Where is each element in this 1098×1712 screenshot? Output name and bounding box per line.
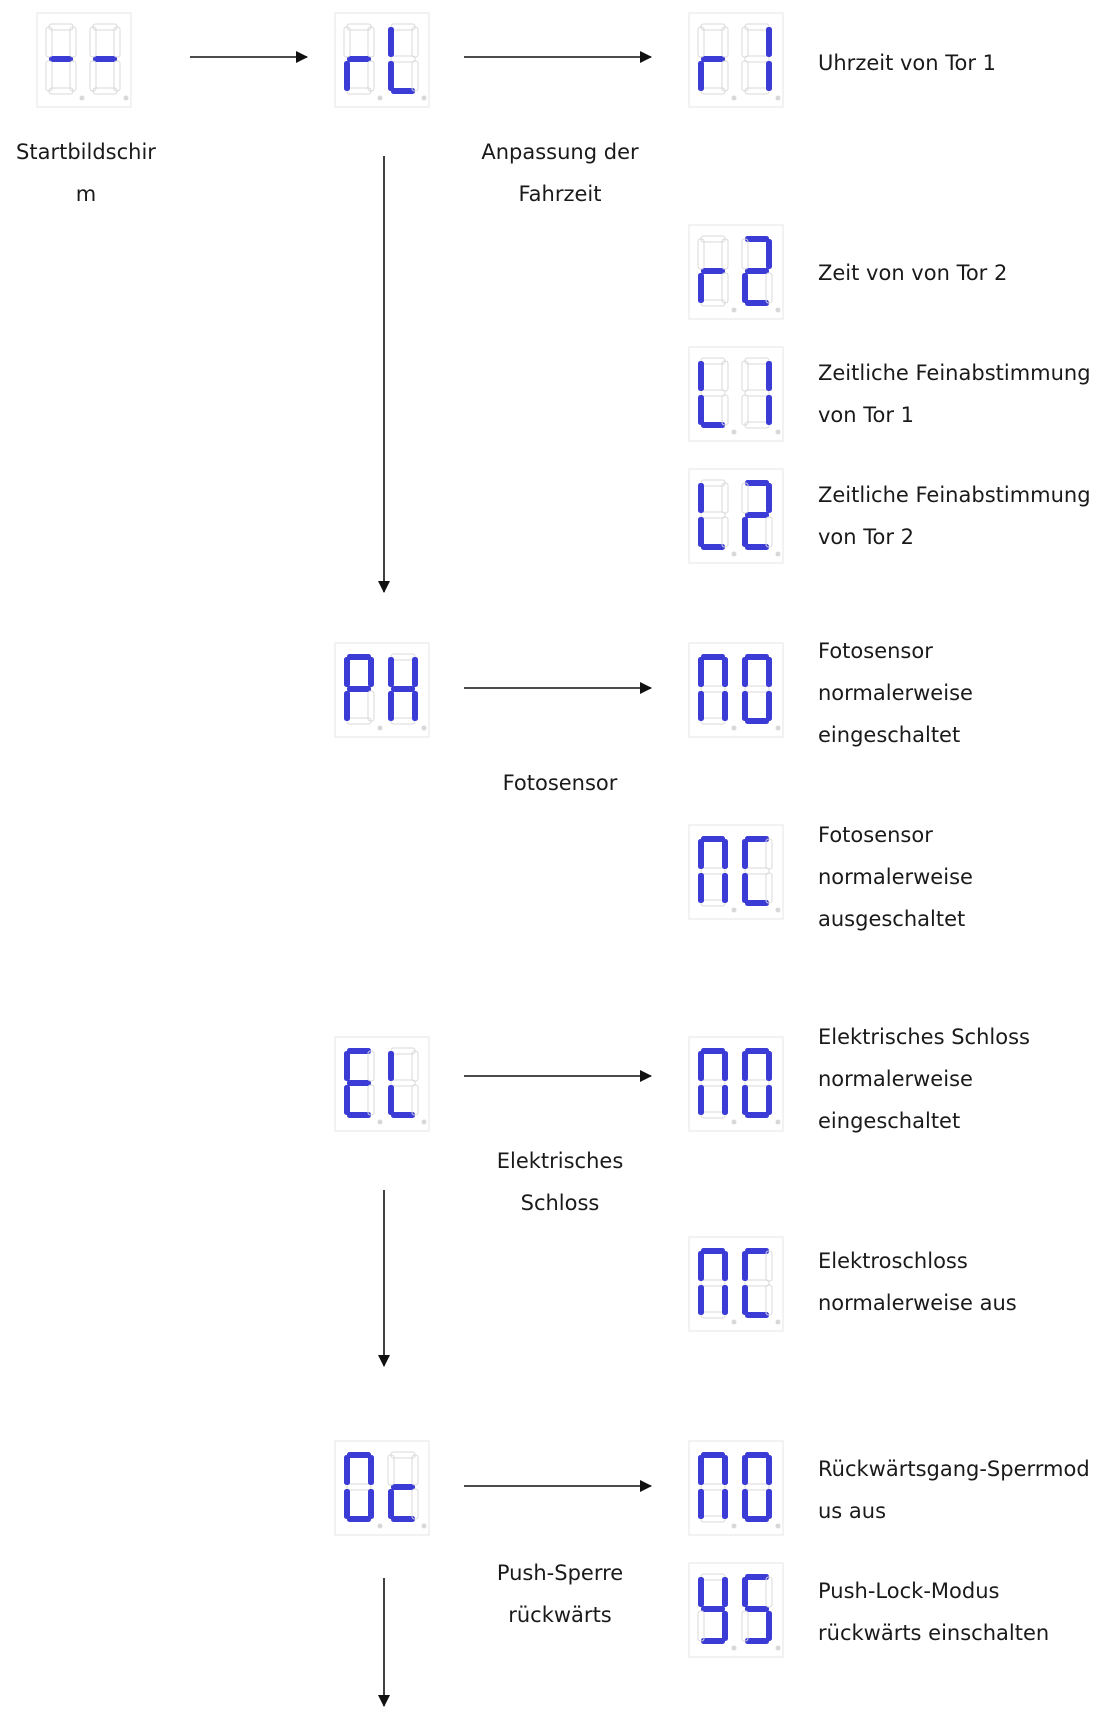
decimal-point (732, 430, 737, 435)
segment-f-on (742, 1251, 748, 1281)
segment-f-on (698, 1251, 704, 1281)
segment-e-on (698, 1085, 704, 1115)
segment-e-on (698, 1285, 704, 1315)
segment-e-on (388, 61, 394, 91)
segment-a-on (347, 1452, 371, 1458)
display-oc (334, 1440, 430, 1536)
segment-b-on (722, 1577, 728, 1607)
segment-c-on (766, 1611, 772, 1641)
segment-e-on (388, 691, 394, 721)
segment-c-on (766, 395, 772, 425)
segment-a-on (745, 836, 769, 842)
segment-a-on (701, 836, 725, 842)
segment-e-on (742, 517, 748, 547)
segment-a-on (701, 1248, 725, 1254)
label-l1: Zeitliche Feinabstimmung von Tor 1 (818, 361, 1091, 427)
decimal-point (378, 1524, 383, 1529)
segment-d-on (745, 1312, 769, 1318)
display-oc-no (688, 1440, 784, 1536)
display-ph (334, 642, 430, 738)
segment-f-on (698, 1577, 704, 1607)
segment-d-on (745, 544, 769, 550)
segment-f-on (344, 1455, 350, 1485)
display-r2 (688, 224, 784, 320)
segment-g-on (745, 1606, 769, 1612)
label-el-no: Elektrisches Schloss normalerweise eingeschaltet (818, 1025, 1030, 1133)
segment-b-on (722, 1251, 728, 1281)
segment-b-on (766, 483, 772, 513)
segment-f-on (388, 1051, 394, 1081)
segment-d-on (745, 1516, 769, 1522)
decimal-point (776, 96, 781, 101)
segment-f-on (742, 839, 748, 869)
label-r1: Uhrzeit von Tor 1 (818, 51, 997, 75)
segment-d-on (701, 1638, 725, 1644)
segment-a-on (347, 654, 371, 660)
segment-c-on (766, 61, 772, 91)
segment-e-on (698, 517, 704, 547)
label-oc-no: Rückwärtsgang-Sperrmod us aus (818, 1457, 1090, 1523)
decimal-point (732, 96, 737, 101)
label-rl: Anpassung der Fahrzeit (481, 140, 639, 206)
display-el-no (688, 1036, 784, 1132)
segment-b-on (766, 239, 772, 269)
decimal-point (732, 1320, 737, 1325)
label-ph-no: Fotosensor normalerweise eingeschaltet (818, 639, 973, 747)
segment-e-on (388, 1085, 394, 1115)
segment-e-on (698, 691, 704, 721)
segment-a-on (745, 1048, 769, 1054)
segment-a-on (745, 236, 769, 242)
decimal-point (776, 1120, 781, 1125)
segment-a-on (745, 1248, 769, 1254)
segment-a-on (701, 1048, 725, 1054)
display-oc-ys (688, 1562, 784, 1658)
segment-b-on (412, 657, 418, 687)
display-r1 (688, 12, 784, 108)
segment-e-on (742, 873, 748, 903)
segment-b-on (766, 657, 772, 687)
segment-e-on (742, 1085, 748, 1115)
decimal-point (776, 308, 781, 313)
segment-a-on (701, 1452, 725, 1458)
segment-a-on (745, 654, 769, 660)
decimal-point (422, 726, 427, 731)
segment-c-on (722, 1285, 728, 1315)
segment-e-on (344, 1489, 350, 1519)
segment-d-on (745, 1638, 769, 1644)
segment-f-on (742, 1577, 748, 1607)
label-ph: Fotosensor (502, 771, 618, 795)
segment-g-on (745, 268, 769, 274)
decimal-point (732, 552, 737, 557)
segment-e-on (698, 873, 704, 903)
segment-d-on (347, 1112, 371, 1118)
segment-f-on (742, 1455, 748, 1485)
segment-c-on (722, 1611, 728, 1641)
segment-b-on (368, 1455, 374, 1485)
segment-d-on (745, 718, 769, 724)
decimal-point (422, 1524, 427, 1529)
decimal-point (378, 1120, 383, 1125)
display-start (36, 12, 132, 108)
segment-f-on (698, 361, 704, 391)
segment-d-on (745, 1112, 769, 1118)
segment-g-on (93, 56, 117, 62)
label-start: Startbildschir m (16, 140, 156, 206)
segment-b-on (722, 1051, 728, 1081)
segment-f-on (742, 1051, 748, 1081)
segment-c-on (766, 1489, 772, 1519)
segment-a-on (745, 1452, 769, 1458)
display-l2 (688, 468, 784, 564)
label-el: Elektrisches Schloss (496, 1149, 624, 1215)
segment-f-on (698, 1455, 704, 1485)
decimal-point (776, 1646, 781, 1651)
segment-f-on (698, 1051, 704, 1081)
segment-f-on (344, 1051, 350, 1081)
segment-a-on (745, 1574, 769, 1580)
decimal-point (776, 1320, 781, 1325)
segment-e-on (698, 1489, 704, 1519)
label-oc: Push-Sperre rückwärts (496, 1561, 624, 1627)
decimal-point (776, 1524, 781, 1529)
display-rl (334, 12, 430, 108)
segment-e-on (698, 273, 704, 303)
segment-e-on (742, 1285, 748, 1315)
segment-b-on (368, 657, 374, 687)
segment-e-on (698, 395, 704, 425)
segment-b-on (722, 1455, 728, 1485)
segment-c-on (766, 691, 772, 721)
segment-g-on (701, 268, 725, 274)
decimal-point (124, 96, 129, 101)
segment-g-on (347, 686, 371, 692)
display-l1 (688, 346, 784, 442)
segment-g-on (745, 512, 769, 518)
segment-g-on (49, 56, 73, 62)
segment-f-on (388, 27, 394, 57)
segment-b-on (766, 27, 772, 57)
segment-d-on (391, 1112, 415, 1118)
segment-c-on (722, 1489, 728, 1519)
segment-c-on (722, 691, 728, 721)
segment-e-on (742, 273, 748, 303)
decimal-point (422, 96, 427, 101)
decimal-point (378, 96, 383, 101)
segment-g-on (701, 1606, 725, 1612)
segment-b-on (722, 657, 728, 687)
segment-b-on (766, 1051, 772, 1081)
label-el-nc: Elektroschloss normalerweise aus (818, 1249, 1017, 1315)
segment-d-on (391, 1516, 415, 1522)
segment-d-on (391, 88, 415, 94)
segment-d-on (347, 1516, 371, 1522)
decimal-point (732, 1524, 737, 1529)
segment-f-on (698, 483, 704, 513)
decimal-point (732, 1120, 737, 1125)
label-oc-ys: Push-Lock-Modus rückwärts einschalten (818, 1579, 1050, 1645)
segment-e-on (344, 61, 350, 91)
segment-b-on (722, 839, 728, 869)
segment-b-on (766, 361, 772, 391)
segment-e-on (344, 691, 350, 721)
segment-a-on (347, 1048, 371, 1054)
decimal-point (776, 726, 781, 731)
segment-e-on (742, 1489, 748, 1519)
decimal-point (422, 1120, 427, 1125)
decimal-point (776, 430, 781, 435)
segment-a-on (745, 480, 769, 486)
segment-g-on (347, 56, 371, 62)
segment-g-on (347, 1080, 371, 1086)
segment-d-on (701, 422, 725, 428)
segment-d-on (701, 544, 725, 550)
label-r2: Zeit von von Tor 2 (818, 261, 1008, 285)
segment-g-on (391, 686, 415, 692)
segment-f-on (698, 839, 704, 869)
segment-f-on (698, 657, 704, 687)
segment-e-on (742, 691, 748, 721)
display-ph-nc (688, 824, 784, 920)
display-el-nc (688, 1236, 784, 1332)
decimal-point (80, 96, 85, 101)
decimal-point (378, 726, 383, 731)
segment-f-on (388, 657, 394, 687)
segment-f-on (344, 657, 350, 687)
label-ph-nc: Fotosensor normalerweise ausgeschaltet (818, 823, 973, 931)
segment-g-on (701, 56, 725, 62)
segment-d-on (745, 300, 769, 306)
decimal-point (776, 552, 781, 557)
decimal-point (732, 726, 737, 731)
segment-c-on (722, 1085, 728, 1115)
display-el (334, 1036, 430, 1132)
segment-e-on (344, 1085, 350, 1115)
decimal-point (732, 1646, 737, 1651)
display-ph-no (688, 642, 784, 738)
decimal-point (732, 908, 737, 913)
segment-c-on (766, 1085, 772, 1115)
segment-f-on (742, 657, 748, 687)
segment-c-on (722, 873, 728, 903)
segment-d-on (745, 900, 769, 906)
decimal-point (776, 908, 781, 913)
segment-c-on (368, 1489, 374, 1519)
segment-g-on (391, 1484, 415, 1490)
segment-b-on (766, 1455, 772, 1485)
segment-a-on (701, 654, 725, 660)
label-l2: Zeitliche Feinabstimmung von Tor 2 (818, 483, 1091, 549)
segment-c-on (412, 691, 418, 721)
decimal-point (732, 308, 737, 313)
segment-e-on (698, 61, 704, 91)
segment-e-on (388, 1489, 394, 1519)
